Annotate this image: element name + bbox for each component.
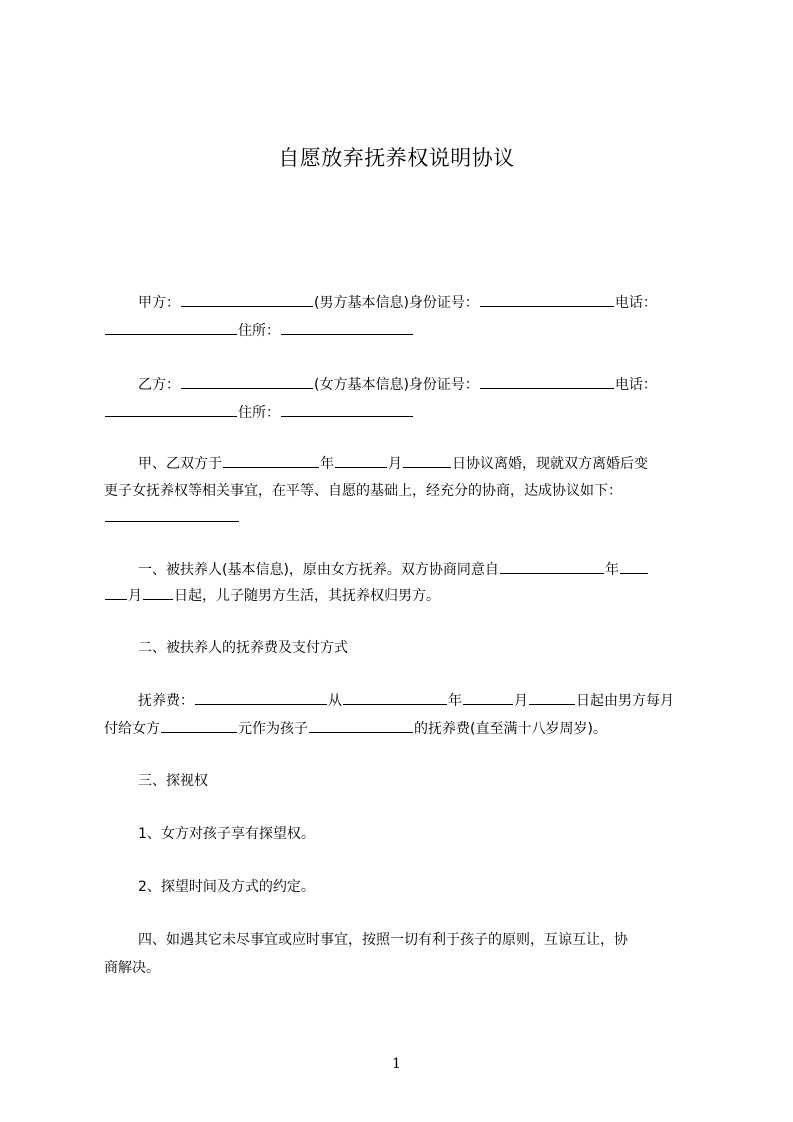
blank-field bbox=[309, 718, 413, 733]
clause3-item-1: 1、女方对孩子享有探望权。 bbox=[138, 826, 315, 842]
blank-field bbox=[335, 453, 387, 468]
blank-field bbox=[143, 585, 173, 600]
blank-field bbox=[480, 374, 614, 389]
party-b-address-label: 住所： bbox=[238, 405, 280, 421]
preamble-year: 年 bbox=[320, 456, 334, 472]
party-b-line-1 bbox=[138, 374, 657, 395]
clause1-line-2 bbox=[104, 585, 440, 606]
page-number: 1 bbox=[392, 1056, 401, 1072]
clause4-line-2: 商解决。 bbox=[104, 960, 160, 976]
party-a-phone-label: 电话： bbox=[614, 295, 657, 311]
preamble-line-1 bbox=[138, 453, 648, 474]
blank-field bbox=[281, 320, 413, 335]
blank-field bbox=[529, 690, 575, 705]
document-title: 自愿放弃抚养权说明协议 bbox=[278, 146, 515, 170]
preamble-line-2: 更子女抚养权等相关事宜，在平等、自愿的基础上，经充分的协商，达成协议如下： bbox=[104, 483, 622, 499]
blank-field bbox=[181, 292, 313, 307]
clause2-line-2 bbox=[104, 718, 607, 739]
fee-month: 月 bbox=[514, 693, 528, 709]
blank-field bbox=[620, 559, 648, 574]
clause1-month: 月 bbox=[128, 588, 142, 604]
fee-day-rest: 日起由男方每月 bbox=[576, 693, 674, 709]
blank-field bbox=[105, 320, 237, 335]
party-b-phone-label: 电话： bbox=[614, 377, 657, 393]
party-b-line-2 bbox=[104, 402, 414, 423]
fee-from: 从 bbox=[328, 693, 342, 709]
blank-field bbox=[403, 453, 451, 468]
fee-rest: 的抚养费(直至满十八岁周岁)。 bbox=[414, 721, 607, 737]
fee-label: 抚养费： bbox=[138, 693, 194, 709]
clause3-heading: 三、探视权 bbox=[138, 773, 208, 789]
blank-field bbox=[105, 402, 237, 417]
blank-field bbox=[480, 292, 614, 307]
party-b-label: 乙方： bbox=[138, 377, 180, 393]
clause2-line-1 bbox=[138, 690, 674, 711]
blank-field bbox=[195, 690, 327, 705]
blank-field bbox=[105, 585, 127, 600]
fee-pay: 付给女方 bbox=[104, 721, 160, 737]
blank-field bbox=[281, 402, 413, 417]
party-b-info-label: (女方基本信息)身份证号： bbox=[314, 377, 479, 393]
clause2-heading: 二、被扶养人的抚养费及支付方式 bbox=[138, 640, 348, 656]
blank-field bbox=[181, 374, 313, 389]
blank-field bbox=[223, 453, 319, 468]
preamble-day: 日协议离婚，现就双方离婚后变 bbox=[452, 456, 648, 472]
blank-field bbox=[161, 718, 237, 733]
blank-field bbox=[343, 690, 447, 705]
clause4-line-1: 四、如遇其它未尽事宜或应时事宜，按照一切有利于孩子的原则，互谅互让，协 bbox=[138, 932, 628, 948]
clause1-line-1 bbox=[138, 559, 649, 580]
clause1-day-rest: 日起，儿子随男方生活，其抚养权归男方。 bbox=[174, 588, 440, 604]
party-a-label: 甲方： bbox=[138, 295, 180, 311]
blank-field bbox=[463, 690, 513, 705]
blank-field bbox=[500, 559, 604, 574]
clause1-year: 年 bbox=[604, 562, 619, 578]
clause1-part1: 一、被扶养人(基本信息)，原由女方抚养。双方协商同意自 bbox=[138, 562, 499, 578]
blank-field bbox=[105, 507, 239, 522]
preamble-part1: 甲、乙双方于 bbox=[138, 456, 222, 472]
party-a-line-2 bbox=[104, 320, 414, 341]
party-a-address-label: 住所： bbox=[238, 323, 280, 339]
party-a-info-label: (男方基本信息)身份证号： bbox=[314, 295, 479, 311]
fee-amount: 元作为孩子 bbox=[238, 721, 308, 737]
fee-year: 年 bbox=[448, 693, 462, 709]
party-a-line-1 bbox=[138, 292, 657, 313]
clause3-item-2: 2、探望时间及方式的约定。 bbox=[138, 879, 315, 895]
preamble-month: 月 bbox=[388, 456, 402, 472]
preamble-line-3 bbox=[104, 507, 240, 528]
